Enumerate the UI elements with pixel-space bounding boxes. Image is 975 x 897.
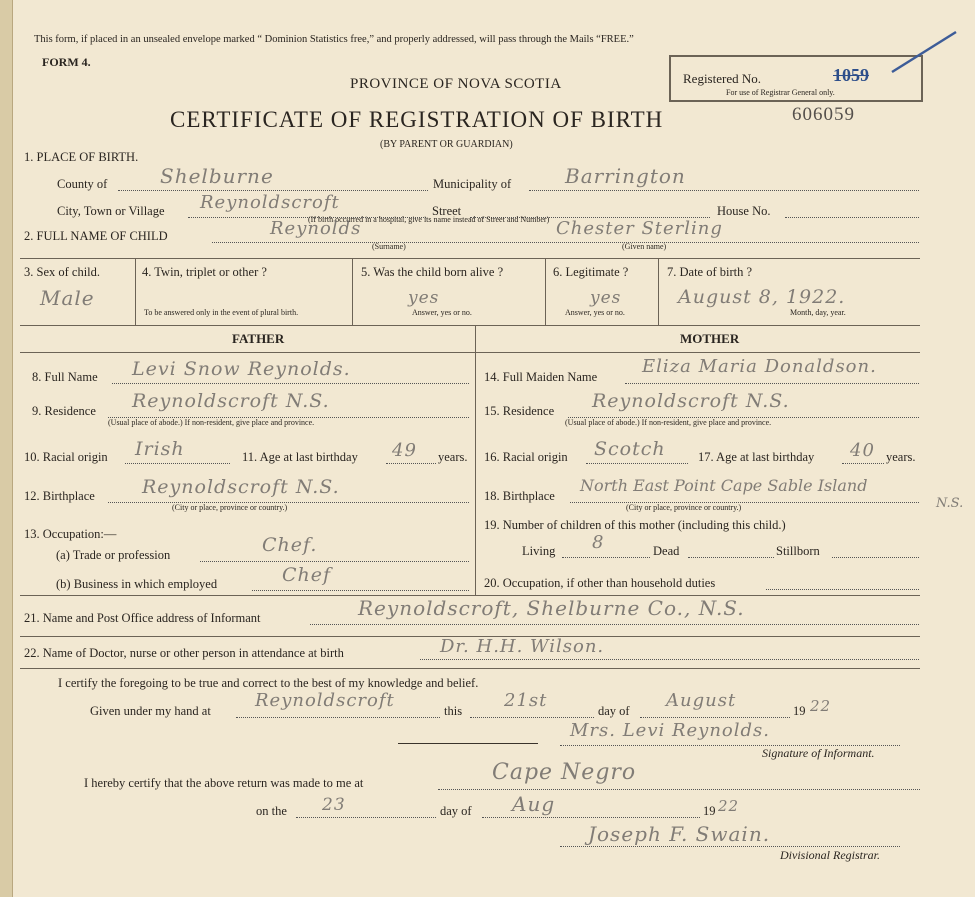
father-name-label: 8. Full Name (32, 370, 98, 384)
date-of-birth-label: 7. Date of birth ? (667, 265, 753, 279)
stamped-number: 606059 (792, 104, 855, 125)
mother-maiden-name-value: Eliza Maria Donaldson. (642, 356, 877, 377)
attendant-value: Dr. H.H. Wilson. (440, 636, 605, 657)
registered-number-box (669, 55, 923, 102)
postage-notice: This form, if placed in an unsealed envelope marked “ Dominion Statistics free,” and properly addressed, will pass through the Mails “FREE.” (34, 34, 634, 45)
full-name-label: 2. FULL NAME OF CHILD (24, 229, 168, 243)
registered-number-value: 1059 (833, 65, 869, 85)
informant-signature-label: Signature of Informant. (762, 746, 875, 760)
father-racial-origin-label: 10. Racial origin (24, 450, 108, 464)
city-label: City, Town or Village (57, 204, 165, 218)
municipality-label: Municipality of (433, 177, 512, 191)
mother-birthplace-note: (City or place, province or country.) (626, 503, 742, 512)
father-name-value: Levi Snow Reynolds. (132, 358, 351, 380)
certificate-title: CERTIFICATE OF REGISTRATION OF BIRTH (170, 107, 664, 132)
dead-label: Dead (653, 544, 680, 558)
father-occupation-label: 13. Occupation:— (24, 527, 117, 541)
registrar-certification: I hereby certify that the above return was made to me at (84, 776, 364, 790)
certificate-subtitle: (BY PARENT OR GUARDIAN) (380, 139, 513, 150)
father-age-label: 11. Age at last birthday (242, 450, 358, 464)
form-number: FORM 4. (42, 55, 91, 69)
given-name-value: Chester Sterling (556, 218, 723, 239)
business-label: (b) Business in which employed (56, 577, 218, 591)
father-residence-value: Reynoldscroft N.S. (132, 390, 330, 412)
registration-day: 23 (322, 795, 346, 815)
mother-birthplace-value: North East Point Cape Sable Island (580, 476, 868, 495)
mother-racial-origin-label: 16. Racial origin (484, 450, 568, 464)
business-value: Chef (282, 564, 332, 586)
house-number-label: House No. (717, 204, 771, 218)
informant-value: Reynoldscroft, Shelburne Co., N.S. (358, 596, 745, 620)
street-label: Street (432, 204, 462, 218)
mother-age-value: 40 (850, 440, 875, 461)
pen-mark (890, 28, 960, 78)
county-value: Shelburne (160, 164, 274, 188)
mother-age-suffix: years. (886, 450, 916, 464)
living-label: Living (522, 544, 556, 558)
father-birthplace-value: Reynoldscroft N.S. (142, 476, 340, 498)
informant-label: 21. Name and Post Office address of Informant (24, 611, 261, 625)
certification-day-of-label: day of (598, 704, 630, 718)
informant-certification: I certify the foregoing to be true and correct to the best of my knowledge and belief. (58, 676, 479, 690)
mother-residence-value: Reynoldscroft N.S. (592, 390, 790, 412)
born-alive-value: yes (408, 288, 440, 308)
certification-year-prefix: 19 (793, 704, 806, 718)
father-heading: FATHER (232, 331, 285, 346)
mother-residence-note: (Usual place of abode.) If non-resident, give place and province. (565, 418, 772, 427)
on-the-label: on the (256, 804, 287, 818)
mother-birthplace-label: 18. Birthplace (484, 489, 555, 503)
given-under-hand-label: Given under my hand at (90, 704, 211, 718)
attendant-label: 22. Name of Doctor, nurse or other person in attendance at birth (24, 646, 344, 660)
children-count-label: 19. Number of children of this mother (including this child.) (484, 518, 786, 532)
hospital-note: (If birth occurred in a hospital, give its name instead of Street and Number) (308, 215, 550, 224)
registration-month: Aug (512, 792, 556, 816)
born-alive-label: 5. Was the child born alive ? (361, 265, 504, 279)
county-label: County of (57, 177, 108, 191)
province-heading: PROVINCE OF NOVA SCOTIA (350, 76, 562, 92)
registration-day-of-label: day of (440, 804, 472, 818)
father-birthplace-label: 12. Birthplace (24, 489, 95, 503)
registrar-signature-label: Divisional Registrar. (780, 848, 881, 862)
sex-value: Male (40, 286, 95, 310)
father-racial-origin-value: Irish (135, 438, 185, 460)
sex-label: 3. Sex of child. (24, 265, 101, 279)
certification-year: 22 (810, 697, 832, 715)
legitimate-note: Answer, yes or no. (565, 308, 625, 317)
surname-value: Reynolds (270, 218, 362, 239)
mother-residence-label: 15. Residence (484, 404, 555, 418)
registration-year: 22 (718, 797, 740, 815)
father-age-value: 49 (392, 440, 417, 461)
this-label: this (444, 704, 463, 718)
surname-caption: (Surname) (372, 242, 406, 251)
father-age-suffix: years. (438, 450, 468, 464)
given-name-caption: (Given name) (622, 242, 667, 251)
mother-racial-origin-value: Scotch (594, 438, 666, 460)
certification-day: 21st (504, 690, 548, 711)
father-birthplace-note: (City or place, province or country.) (172, 503, 288, 512)
registration-place: Cape Negro (492, 760, 637, 785)
living-value: 8 (592, 532, 605, 553)
mother-age-label: 17. Age at last birthday (698, 450, 815, 464)
trade-value: Chef. (262, 534, 318, 556)
registered-number-label: Registered No. (683, 71, 761, 86)
legitimate-value: yes (590, 288, 622, 308)
plural-birth-label: 4. Twin, triplet or other ? (142, 265, 267, 279)
legitimate-label: 6. Legitimate ? (553, 265, 629, 279)
stillborn-label: Stillborn (776, 544, 820, 558)
father-residence-note: (Usual place of abode.) If non-resident, give place and province. (108, 418, 315, 427)
date-of-birth-note: Month, day, year. (790, 308, 846, 317)
city-value: Reynoldscroft (200, 192, 340, 213)
trade-label: (a) Trade or profession (56, 548, 171, 562)
mother-birthplace-value-2: N.S. (936, 496, 964, 511)
registered-number-note: For use of Registrar General only. (726, 88, 835, 97)
page-edge (0, 0, 13, 897)
born-alive-note: Answer, yes or no. (412, 308, 472, 317)
father-residence-label: 9. Residence (32, 404, 96, 418)
municipality-value: Barrington (565, 164, 686, 188)
mother-heading: MOTHER (680, 331, 740, 346)
certification-month: August (666, 690, 737, 711)
registration-year-prefix: 19 (703, 804, 716, 818)
mother-maiden-name-label: 14. Full Maiden Name (484, 370, 598, 384)
mother-occupation-label: 20. Occupation, if other than household duties (484, 576, 716, 590)
place-of-birth-heading: 1. PLACE OF BIRTH. (24, 150, 139, 164)
certification-place: Reynoldscroft (255, 690, 395, 711)
plural-birth-note: To be answered only in the event of plural birth. (144, 308, 299, 317)
informant-signature: Mrs. Levi Reynolds. (570, 720, 771, 741)
registrar-signature: Joseph F. Swain. (588, 822, 771, 846)
date-of-birth-value: August 8, 1922. (678, 286, 846, 308)
